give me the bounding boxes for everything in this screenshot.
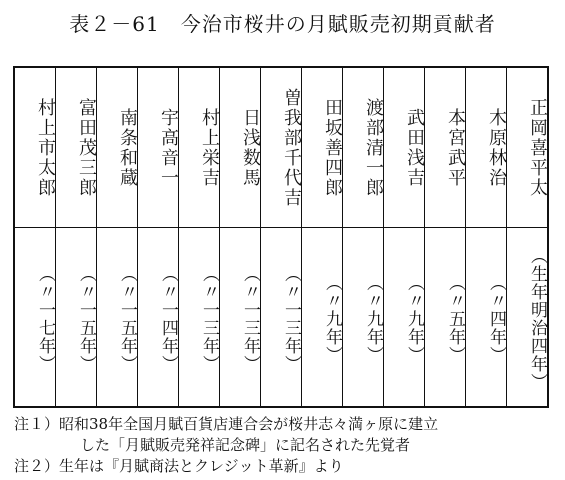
- contributor-name: 日浅数馬: [240, 108, 261, 188]
- birth-year: （〃一五年）: [117, 265, 137, 373]
- birth-year: （〃五年）: [445, 274, 465, 364]
- table-column: [506, 68, 547, 406]
- contributor-name: 正岡喜平太: [527, 98, 548, 198]
- contributor-name: 木原林治: [486, 108, 507, 188]
- contributor-name: 村上市太郎: [35, 98, 56, 198]
- table-column: [383, 68, 424, 406]
- table-column: [465, 68, 506, 406]
- note-2: 注２）生年は『月賦商法とクレジット革新』より: [14, 457, 344, 475]
- contributor-name: 曽我部千代吉: [281, 88, 302, 208]
- contributor-name: 田坂善四郎: [322, 98, 343, 198]
- contributor-name: 富田茂三郎: [76, 98, 97, 198]
- birth-year: （生年明治四年）: [527, 247, 547, 391]
- table-column: [219, 68, 260, 406]
- birth-year: （〃四年）: [486, 274, 506, 364]
- contributors-table: [13, 66, 549, 408]
- table-column: [96, 68, 137, 406]
- birth-year: （〃九年）: [322, 274, 342, 364]
- row-divider: [13, 227, 549, 228]
- table-column: [15, 68, 55, 406]
- birth-year: （〃九年）: [404, 274, 424, 364]
- table-column: [424, 68, 465, 406]
- table-column: [55, 68, 96, 406]
- table-column: [342, 68, 383, 406]
- birth-year: （〃九年）: [363, 274, 383, 364]
- birth-year: （〃一四年）: [158, 265, 178, 373]
- birth-year: （〃一三年）: [199, 265, 219, 373]
- contributor-name: 南条和蔵: [117, 108, 138, 188]
- note-1-line-2: した「月賦販売発祥記念碑」に記名された先覚者: [80, 436, 411, 454]
- birth-year: （〃一三年）: [281, 265, 301, 373]
- table-column: [301, 68, 342, 406]
- table-column: [260, 68, 301, 406]
- contributor-name: 本宮武平: [445, 108, 466, 188]
- note-1-line-1: 注１）昭和38年全国月賦百貨店連合会が桜井志々満ヶ原に建立: [14, 415, 439, 433]
- contributor-name: 村上栄吉: [199, 108, 220, 188]
- birth-year: （〃一三年）: [240, 265, 260, 373]
- birth-year: （〃一五年）: [76, 265, 96, 373]
- contributor-name: 宇高音一: [158, 108, 179, 188]
- contributor-name: 渡部清一郎: [363, 98, 384, 198]
- birth-year: （〃一七年）: [35, 265, 55, 373]
- table-column: [178, 68, 219, 406]
- table-notes: [14, 414, 554, 477]
- contributor-name: 武田浅吉: [404, 108, 425, 188]
- table-title: 表２－61 今治市桜井の月賦販売初期貢献者: [69, 12, 496, 36]
- table-column: [137, 68, 178, 406]
